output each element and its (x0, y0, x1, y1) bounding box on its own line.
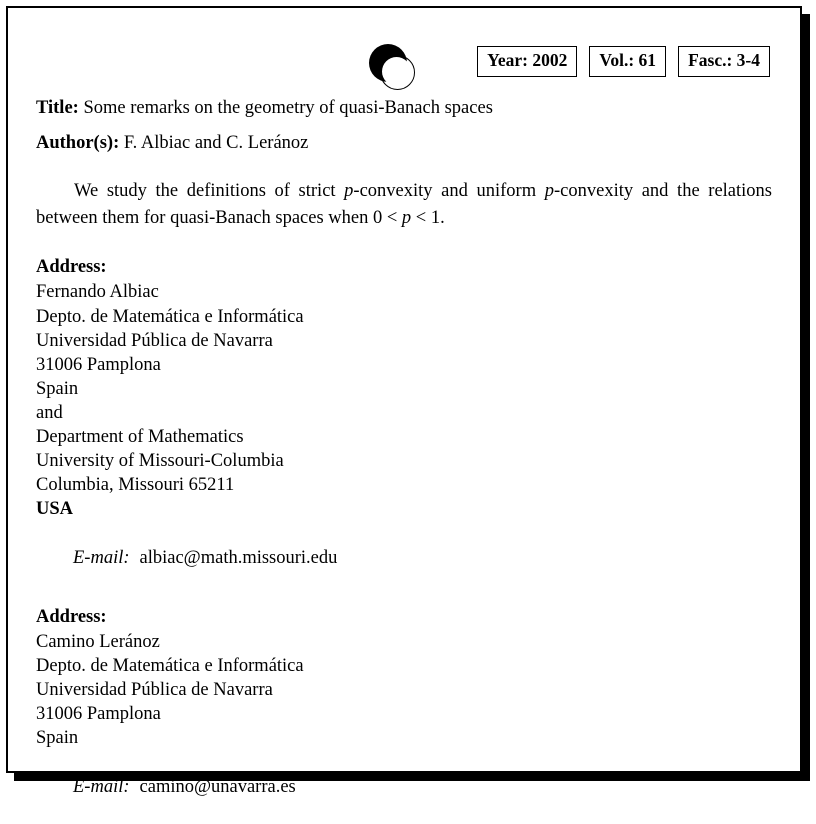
abstract-var-p-2: p (544, 180, 554, 201)
address-line: Fernando Albiac (36, 282, 159, 303)
address-line: University of Missouri-Columbia (36, 450, 284, 471)
abstract-var-p-1: p (344, 180, 354, 201)
email-line (36, 751, 772, 823)
abstract-var-p-3: p (401, 207, 412, 228)
address-line: Depto. de Matemática e Informática (36, 306, 304, 327)
address-heading: Address: (36, 607, 107, 628)
address-line: Universidad Pública de Navarra (36, 330, 273, 351)
year-badge: Year: 2002 (477, 46, 577, 77)
issue-metadata (477, 46, 770, 77)
address-line: 31006 Pamplona (36, 704, 161, 725)
abstract-part3: -convexity and the relations between them for quasi-Banach spaces when 0 (36, 180, 772, 228)
abstract-lt-2: < (415, 207, 427, 228)
authors-value: F. Albiac and C. Leránoz (123, 133, 309, 154)
volume-badge: Vol.: 61 (589, 46, 666, 77)
spacer (36, 594, 772, 605)
address-line: and (36, 402, 63, 423)
email-value: camino@unavarra.es (139, 777, 296, 798)
address-line: Depto. de Matemática e Informática (36, 656, 304, 677)
address-line: Columbia, Missouri 65211 (36, 474, 235, 495)
title-value: Some remarks on the geometry of quasi-Banach spaces (83, 98, 493, 118)
address-line: Camino Leránoz (36, 632, 160, 653)
address-line: Universidad Pública de Navarra (36, 680, 273, 701)
email-value: albiac@math.missouri.edu (139, 548, 338, 568)
address-line: Spain (36, 378, 79, 399)
email-line (36, 522, 772, 594)
address-heading: Address: (36, 257, 107, 278)
spacer (36, 231, 772, 255)
abstract-part2: -convexity and uniform (353, 180, 545, 201)
fascicle-badge: Fasc.: 3-4 (678, 46, 770, 77)
abstract-part4: 1. (426, 207, 445, 228)
address-line: USA (36, 498, 74, 519)
eclipse-circle-logo-icon (369, 44, 417, 92)
title-label: Title: (36, 98, 79, 118)
document-page (6, 6, 802, 798)
abstract-lt-1: < (386, 207, 398, 228)
authors-label: Author(s): (36, 133, 120, 154)
address-block-1 (36, 255, 772, 594)
abstract-part1: We study the definitions of strict (74, 180, 345, 201)
abstract-text (36, 178, 772, 232)
logo-ring (380, 55, 415, 90)
email-label: E-mail: (73, 777, 130, 798)
address-line: Department of Mathematics (36, 426, 244, 447)
address-line: 31006 Pamplona (36, 354, 161, 375)
address-line: Spain (36, 728, 79, 749)
document-header (36, 34, 772, 96)
page-content (8, 8, 800, 798)
address-block-2 (36, 605, 772, 823)
authors-line (36, 131, 772, 155)
email-label: E-mail: (73, 548, 130, 568)
title-line (36, 96, 772, 120)
